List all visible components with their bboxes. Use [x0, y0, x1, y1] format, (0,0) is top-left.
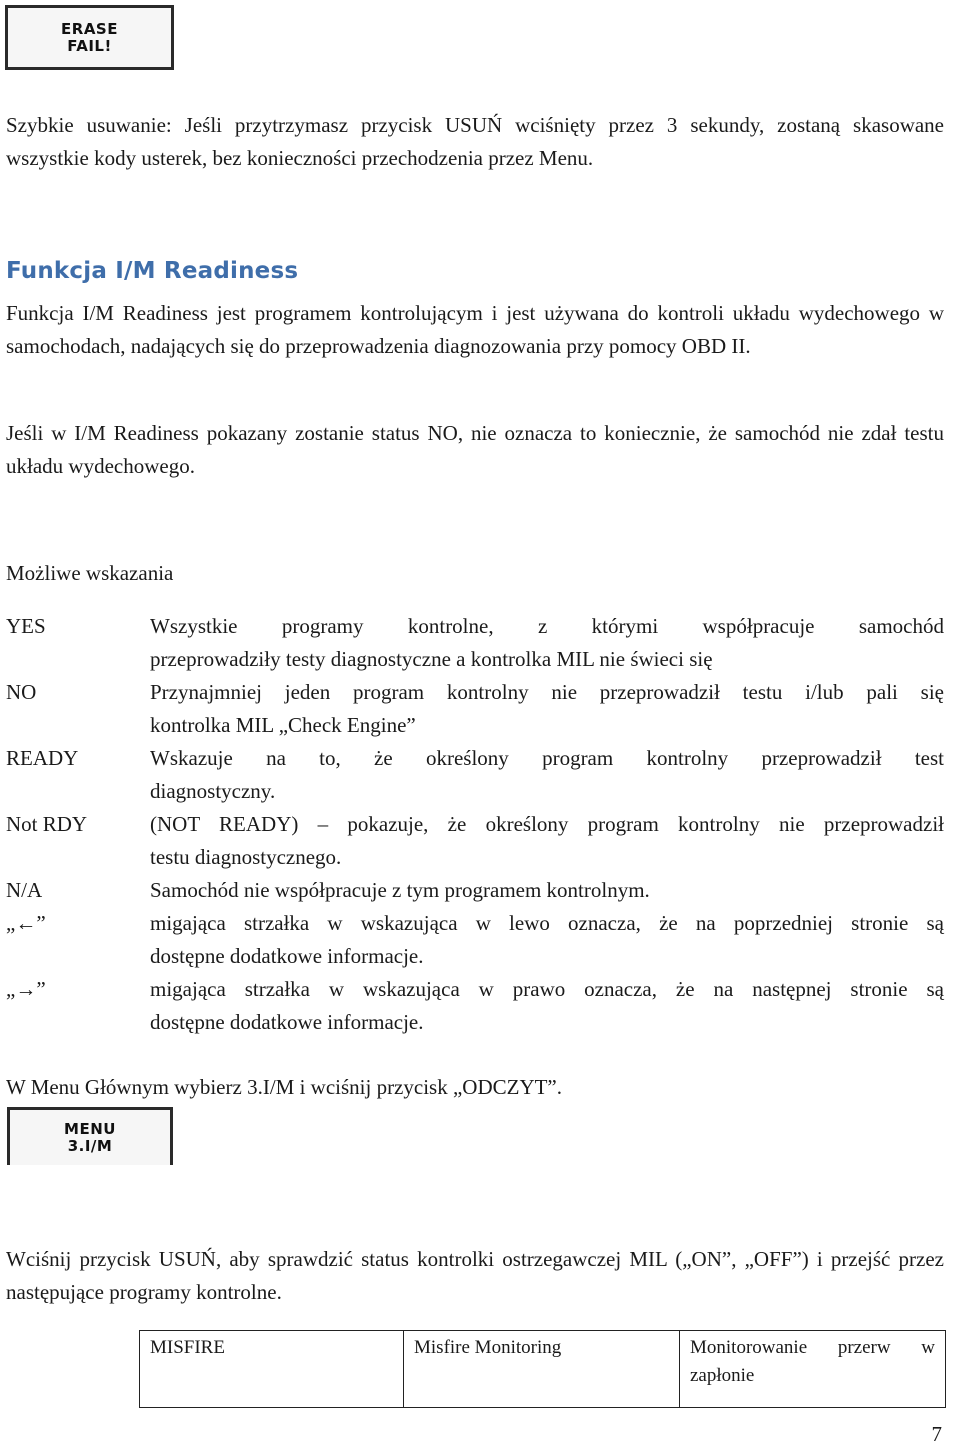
- lcd-line-1: MENU: [64, 1119, 116, 1138]
- lcd-display-menu: [7, 1107, 173, 1165]
- arrow-left-icon: „←”: [6, 911, 46, 935]
- lcd-line-1: ERASE: [61, 19, 118, 38]
- lcd-line-2: 3.I/M: [67, 1136, 113, 1155]
- indication-term: NO: [6, 680, 37, 704]
- indication-description: Samochód nie współpracuje z tym programem kontrolnym.: [150, 878, 650, 902]
- press-usun-paragraph: Wciśnij przycisk USUŃ, aby sprawdzić status kontrolki ostrzegawczej MIL („ON”, „OFF”) i przejść przez następujące programy kontrolne.: [6, 1247, 944, 1304]
- monitor-name-en-cell: Misfire Monitoring: [404, 1331, 680, 1408]
- lcd-line-2: FAIL!: [67, 36, 112, 55]
- section-title: Funkcja I/M Readiness: [6, 258, 299, 284]
- indication-term: Not RDY: [6, 812, 88, 836]
- indication-term: YES: [6, 614, 46, 638]
- indications-title: Możliwe wskazania: [6, 561, 174, 585]
- indication-description: (NOT READY) – pokazuje, że określony program kontrolny nie przeprowadził testu diagnostycznego.: [150, 812, 944, 869]
- monitor-code-cell: MISFIRE: [140, 1331, 404, 1408]
- indication-term: N/A: [6, 878, 43, 902]
- monitor-name-pl-cell: Monitorowanie przerw w zapłonie: [680, 1331, 946, 1408]
- quick-erase-paragraph: Szybkie usuwanie: Jeśli przytrzymasz przycisk USUŃ wciśnięty przez 3 sekundy, zostaną skasowane wszystkie kody usterek, bez konieczności przechodzenia przez Menu.: [6, 113, 944, 170]
- indication-description: Wszystkie programy kontrolne, z którymi współpracuje samochód przeprowadziły testy diagnostyczne a kontrolka MIL nie świeci się: [150, 614, 944, 671]
- monitor-table: [139, 1330, 946, 1408]
- indication-description: migająca strzałka w wskazująca w prawo oznacza, że na następnej stronie są dostępne dodatkowe informacje.: [150, 977, 944, 1034]
- im-status-paragraph: Jeśli w I/M Readiness pokazany zostanie status NO, nie oznacza to koniecznie, że samochód nie zdał testu układu wydechowego.: [6, 421, 944, 478]
- table-row: [140, 1331, 946, 1408]
- lcd-display-erase-fail: [5, 5, 174, 70]
- indication-term: READY: [6, 746, 79, 770]
- indication-description: Wskazuje na to, że określony program kontrolny przeprowadził test diagnostyczny.: [150, 746, 944, 803]
- menu-select-paragraph: W Menu Głównym wybierz 3.I/M i wciśnij przycisk „ODCZYT”.: [6, 1075, 563, 1099]
- indication-description: Przynajmniej jeden program kontrolny nie przeprowadził testu i/lub pali się kontrolka MIL „Check Engine”: [150, 680, 944, 737]
- arrow-right-icon: „→”: [6, 977, 46, 1001]
- page-number: 7: [931, 1422, 942, 1446]
- im-intro-paragraph: Funkcja I/M Readiness jest programem kontrolującym i jest używana do kontroli układu wydechowego w samochodach, nadających się do przeprowadzenia diagnozowania przy pomocy OBD II.: [6, 301, 944, 358]
- indication-description: migająca strzałka w wskazująca w lewo oznacza, że na poprzedniej stronie są dostępne dodatkowe informacje.: [150, 911, 944, 968]
